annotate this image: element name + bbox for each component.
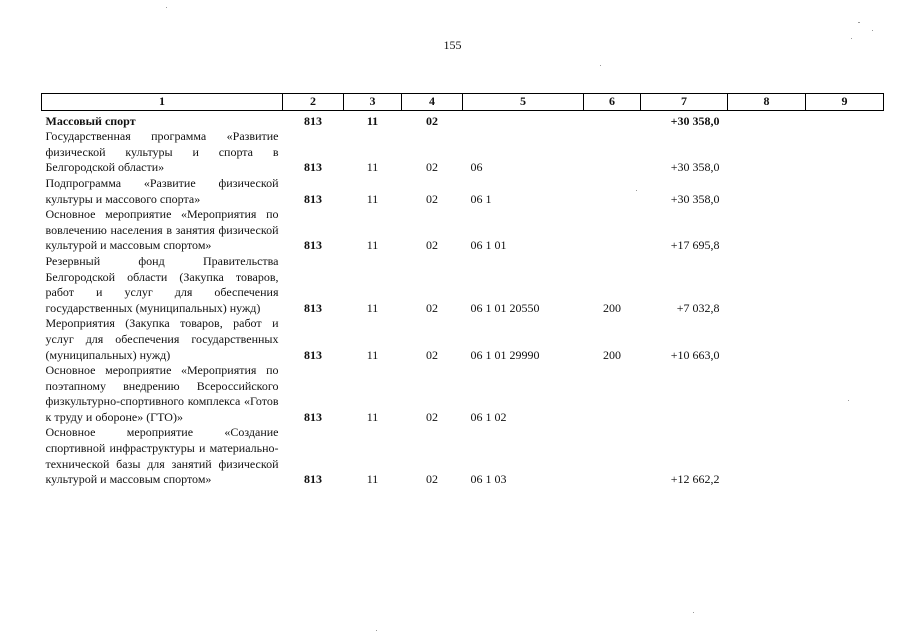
- cell-col5: 06 1 02: [470, 409, 507, 424]
- cell-col8: [728, 129, 806, 176]
- col-header-9: 9: [806, 94, 884, 111]
- cell-col3: 11: [366, 409, 379, 424]
- cell-col5: 06: [470, 160, 483, 175]
- table-row: [42, 425, 884, 487]
- cell-col5: 06 1: [470, 191, 492, 206]
- cell-col9: [806, 425, 884, 487]
- cell-col8: [728, 254, 806, 316]
- cell-col8: [728, 110, 806, 129]
- cell-col5: 06 1 01: [470, 238, 507, 253]
- row-name: Резервный фонд Правительства Белгородской области (Закупка товаров, работ и услуг для обеспечения государственных (муниципальных) нужд): [45, 253, 279, 315]
- cell-col7: [641, 363, 728, 425]
- cell-col5: 06 1 01 29990: [470, 347, 540, 362]
- row-name: Основное мероприятие «Мероприятия по поэтапному внедрению Всероссийского физкультурно-спортивного комплекса «Готов к труду и обороне» (ГТО)»: [45, 363, 279, 424]
- table-row: [42, 254, 884, 316]
- cell-col8: [728, 207, 806, 254]
- col-header-1: 1: [42, 94, 283, 111]
- col-header-2: 2: [283, 94, 344, 111]
- cell-col9: [806, 363, 884, 425]
- cell-col9: [806, 207, 884, 254]
- cell-col5: 06 1 01 20550: [470, 300, 540, 315]
- table-row: [42, 176, 884, 207]
- cell-col9: [806, 254, 884, 316]
- col-header-8: 8: [728, 94, 806, 111]
- cell-col7: +12 662,2: [670, 472, 720, 487]
- cell-col6: [584, 207, 641, 254]
- cell-col6: [584, 425, 641, 487]
- cell-col2: 813: [304, 191, 322, 206]
- table-row: [42, 363, 884, 425]
- row-name: Мероприятия (Закупка товаров, работ и услуг для обеспечения государственных (муниципальных) нужд): [45, 316, 279, 362]
- cell-col9: [806, 316, 884, 363]
- scan-speck: [872, 30, 873, 31]
- cell-col2: 813: [304, 160, 322, 175]
- row-name: Массовый спорт: [45, 113, 136, 128]
- cell-col7: +30 358,0: [670, 113, 720, 128]
- cell-col5: [463, 110, 584, 129]
- cell-col3: 11: [366, 238, 379, 253]
- cell-col6: [584, 176, 641, 207]
- cell-col9: [806, 110, 884, 129]
- cell-col4: 02: [426, 409, 438, 424]
- col-header-4: 4: [402, 94, 463, 111]
- scan-speck: [848, 400, 849, 401]
- cell-col4: 02: [426, 347, 438, 362]
- row-name: Основное мероприятие «Мероприятия по вовлечению населения в занятия физической культурой и массовым спортом»: [45, 207, 279, 253]
- row-name: Подпрограмма «Развитие физической культуры и массового спорта»: [45, 175, 279, 206]
- cell-col8: [728, 363, 806, 425]
- cell-col3: 11: [366, 472, 379, 487]
- cell-col4: 02: [426, 472, 438, 487]
- cell-col7: +10 663,0: [670, 347, 720, 362]
- scan-speck: [166, 7, 167, 8]
- cell-col2: 813: [304, 347, 322, 362]
- cell-col2: 813: [304, 300, 322, 315]
- cell-col9: [806, 176, 884, 207]
- cell-col9: [806, 129, 884, 176]
- cell-col5: 06 1 03: [470, 472, 507, 487]
- col-header-3: 3: [344, 94, 402, 111]
- cell-col6: 200: [603, 347, 621, 362]
- table-header-row: [42, 94, 884, 111]
- cell-col7: +30 358,0: [670, 160, 720, 175]
- cell-col3: 11: [366, 347, 379, 362]
- cell-col6: [584, 129, 641, 176]
- cell-col8: [728, 425, 806, 487]
- table-row: [42, 129, 884, 176]
- row-name: Государственная программа «Развитие физической культуры и спорта в Белгородской области»: [45, 129, 279, 175]
- scan-speck: [858, 22, 860, 23]
- table-row: [42, 316, 884, 363]
- scan-speck: [376, 630, 377, 631]
- scan-speck: [693, 612, 694, 613]
- cell-col8: [728, 176, 806, 207]
- cell-col4: 02: [426, 160, 438, 175]
- table-row: [42, 207, 884, 254]
- cell-col4: 02: [426, 300, 438, 315]
- cell-col4: 02: [426, 191, 438, 206]
- row-name: Основное мероприятие «Создание спортивной инфраструктуры и материально-технической базы для занятий физической культурой и массовым спортом»: [45, 425, 279, 487]
- cell-col6: [584, 363, 641, 425]
- cell-col3: 11: [366, 191, 379, 206]
- cell-col7: +30 358,0: [670, 191, 720, 206]
- cell-col3: 11: [366, 113, 379, 128]
- cell-col2: 813: [304, 472, 322, 487]
- cell-col6: 200: [603, 300, 621, 315]
- cell-col4: 02: [426, 238, 438, 253]
- cell-col3: 11: [366, 300, 379, 315]
- cell-col2: 813: [304, 409, 322, 424]
- budget-table: [41, 93, 884, 488]
- scan-speck: [636, 190, 637, 191]
- cell-col7: +7 032,8: [676, 300, 720, 315]
- scan-speck: [851, 38, 852, 39]
- cell-col6: [584, 110, 641, 129]
- cell-col3: 11: [366, 160, 379, 175]
- cell-col8: [728, 316, 806, 363]
- page-number: 155: [443, 38, 462, 52]
- col-header-5: 5: [463, 94, 584, 111]
- col-header-7: 7: [641, 94, 728, 111]
- cell-col4: 02: [426, 113, 438, 128]
- col-header-6: 6: [584, 94, 641, 111]
- cell-col2: 813: [304, 113, 322, 128]
- cell-col2: 813: [304, 238, 322, 253]
- table-row: [42, 110, 884, 129]
- scan-speck: [600, 65, 601, 66]
- cell-col7: +17 695,8: [670, 238, 720, 253]
